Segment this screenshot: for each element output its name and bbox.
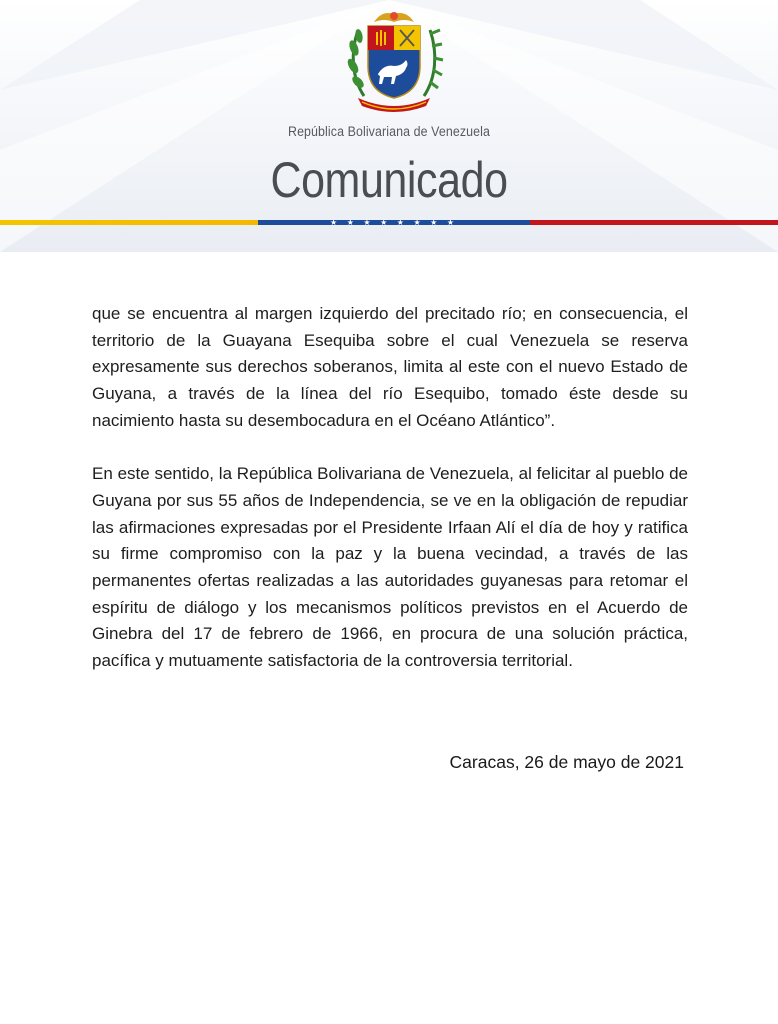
letterhead (0, 0, 778, 252)
star-icon: ★ (413, 218, 421, 227)
star-icon: ★ (346, 218, 354, 227)
star-icon: ★ (380, 218, 388, 227)
paragraph: En este sentido, la República Bolivariana de Venezuela, al felicitar al pueblo de Guyana por sus 55 años de Independencia, se ve en la obligación de repudiar las afirmaciones expresadas por el Presidente Irfaan Alí el día de hoy y ratifica su firme compromiso con la paz y la buena vecindad, a través de las permanentes ofertas realizadas a las autoridades guyanesas para retomar el espíritu de diálogo y los mecanismos políticos previstos en el Acuerdo de Ginebra del 17 de febrero de 1966, en procura de una solución práctica, pacífica y mutuamente satisfactoria de la controversia territorial. (92, 464, 688, 671)
place-and-date: Caracas, 26 de mayo de 2021 (449, 752, 684, 772)
flag-band-red (530, 220, 778, 225)
star-icon: ★ (430, 218, 438, 227)
paragraph: que se encuentra al margen izquierdo del precitado río; en consecuencia, el territorio de la Guayana Esequiba sobre el cual Venezuela se reserva expresamente sus derechos soberanos, limita al este con el nuevo Estado de Guyana, a través de la línea del río Esequibo, tomado éste desde su nacimiento hasta su desembocadura en el Océano Atlántico”. (92, 304, 688, 430)
star-icon: ★ (330, 218, 338, 227)
communique-body (92, 301, 688, 675)
issuer-name: República Bolivariana de Venezuela (288, 124, 490, 139)
star-icon: ★ (396, 218, 404, 227)
venezuela-coat-of-arms-icon (344, 8, 444, 112)
page-title: Comunicado (270, 152, 508, 208)
star-icon: ★ (446, 218, 454, 227)
flag-stars (330, 218, 454, 228)
star-icon: ★ (363, 218, 371, 227)
flag-band-yellow (0, 220, 258, 225)
